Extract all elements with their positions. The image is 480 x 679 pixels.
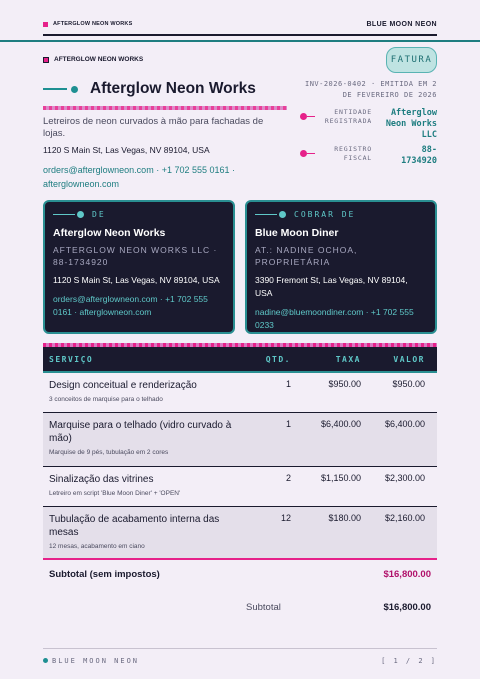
from-address: 1120 S Main St, Las Vegas, NV 89104, USA [53, 275, 220, 285]
value-cell: $2,300.00 [384, 473, 425, 483]
brand-tag [43, 56, 143, 63]
col-service: SERVIÇO [49, 354, 94, 364]
col-value: VALOR [393, 354, 425, 364]
contact-line[interactable]: orders@afterglowneon.com · +1 702 555 0161 · [43, 165, 236, 175]
brand-square-icon [43, 22, 48, 27]
table-header [43, 347, 437, 373]
company-address: 1120 S Main St, Las Vegas, NV 89104, USA [43, 145, 210, 155]
service-desc: Marquise de 9 pés, tubulação em 2 cores [49, 449, 169, 456]
website-link[interactable]: afterglowneon.com [43, 179, 120, 189]
company-contact [43, 163, 263, 191]
doc-type-badge: FATURA [386, 47, 437, 73]
from-name: Afterglow Neon Works [53, 227, 166, 239]
neon-dot-icon [71, 86, 78, 93]
neon-line-icon [43, 88, 67, 90]
top-brand [43, 21, 132, 27]
table-row [43, 413, 437, 467]
from-card-heading: DE [53, 210, 225, 219]
to-attention: AT.: NADINE OCHOA, PROPRIETÁRIA [255, 245, 358, 267]
pink-line-icon [307, 153, 315, 154]
service-name: Design conceitual e renderização [49, 380, 197, 391]
qty-cell: 12 [280, 513, 291, 523]
col-qty: QTD. [265, 354, 291, 364]
service-desc: 3 conceitos de marquise para o telhado [49, 396, 163, 403]
to-address: 3390 Fremont St, Las Vegas, NV 89104, USA [255, 275, 408, 298]
brand-tag-label: AFTERGLOW NEON WORKS [54, 56, 144, 63]
pink-line-icon [307, 116, 315, 117]
company-title: Afterglow Neon Works [90, 80, 256, 97]
from-legal: AFTERGLOW NEON WORKS LLC · 88-1734920 [53, 245, 218, 267]
table-row [43, 507, 437, 558]
value-cell: $2,160.00 [384, 513, 425, 523]
registered-entity [300, 108, 437, 141]
neon-dot-icon [77, 211, 84, 218]
summary-value: $16,800.00 [383, 602, 431, 613]
footer [43, 648, 437, 672]
tax-label: REGISTRO FISCAL [334, 145, 372, 162]
page-number: [ 1 / 2 ] [381, 656, 437, 665]
qty-cell: 1 [285, 379, 291, 389]
entity-label: ENTIDADE REGISTRADA [324, 108, 372, 125]
divider [0, 40, 480, 42]
qty-cell: 2 [285, 473, 291, 483]
rate-cell: $950.00 [328, 379, 361, 389]
top-client-brand: BLUE MOON NEON [366, 20, 437, 28]
invoice-meta [305, 79, 437, 101]
service-desc: Letreiro em script 'Blue Moon Diner' + 'OPEN' [49, 490, 181, 497]
table-row [43, 467, 437, 507]
brand-square-icon [43, 57, 49, 63]
service-name: Sinalização das vitrines [49, 474, 154, 485]
rate-cell: $180.00 [328, 513, 361, 523]
neon-zigzag-divider [43, 106, 287, 110]
table-row [43, 373, 437, 413]
company-tagline: Letreiros de neon curvados à mão para fachadas de lojas. [43, 116, 264, 139]
service-desc: 12 mesas, acabamento em ciano [49, 543, 145, 550]
invoice-number-date: INV-2026-0402 · EMITIDA EM 2 [304, 80, 437, 88]
title-row [43, 80, 256, 98]
top-brand-label: AFTERGLOW NEON WORKS [53, 21, 133, 27]
qty-cell: 1 [285, 419, 291, 429]
from-contact[interactable]: orders@afterglowneon.com · +1 702 555 0161 · afterglowneon.com [53, 294, 208, 317]
footer-dot-icon [43, 658, 48, 663]
service-name: Tubulação de acabamento interna das mesas [49, 514, 220, 538]
top-bar [43, 14, 437, 36]
summary-label: Subtotal [246, 602, 281, 613]
invoice-date-cont: DE FEVEREIRO DE 2026 [342, 91, 437, 99]
to-contact[interactable]: nadine@bluemoondiner.com · +1 702 555 0233 [255, 307, 414, 330]
value-cell: $6,400.00 [384, 419, 425, 429]
tax-registration [300, 145, 437, 167]
subtotal-row [43, 558, 437, 588]
rate-cell: $6,400.00 [320, 419, 361, 429]
to-card-heading: COBRAR DE [255, 210, 427, 219]
neon-dot-icon [279, 211, 286, 218]
from-card [43, 200, 235, 334]
pink-dot-icon [300, 150, 307, 157]
subtotal-value: $16,800.00 [383, 568, 431, 580]
footer-brand: BLUE MOON NEON [52, 656, 140, 665]
tax-value: 88- 1734920 [401, 145, 437, 166]
pink-dot-icon [300, 113, 307, 120]
rate-cell: $1,150.00 [320, 473, 361, 483]
entity-value: Afterglow Neon Works LLC [385, 108, 437, 140]
service-name: Marquise para o telhado (vidro curvado à mão) [49, 420, 232, 444]
to-name: Blue Moon Diner [255, 227, 339, 239]
col-rate: TAXA [335, 354, 361, 364]
subtotal-label: Subtotal (sem impostos) [49, 568, 160, 580]
value-cell: $950.00 [392, 379, 425, 389]
to-card [245, 200, 437, 334]
